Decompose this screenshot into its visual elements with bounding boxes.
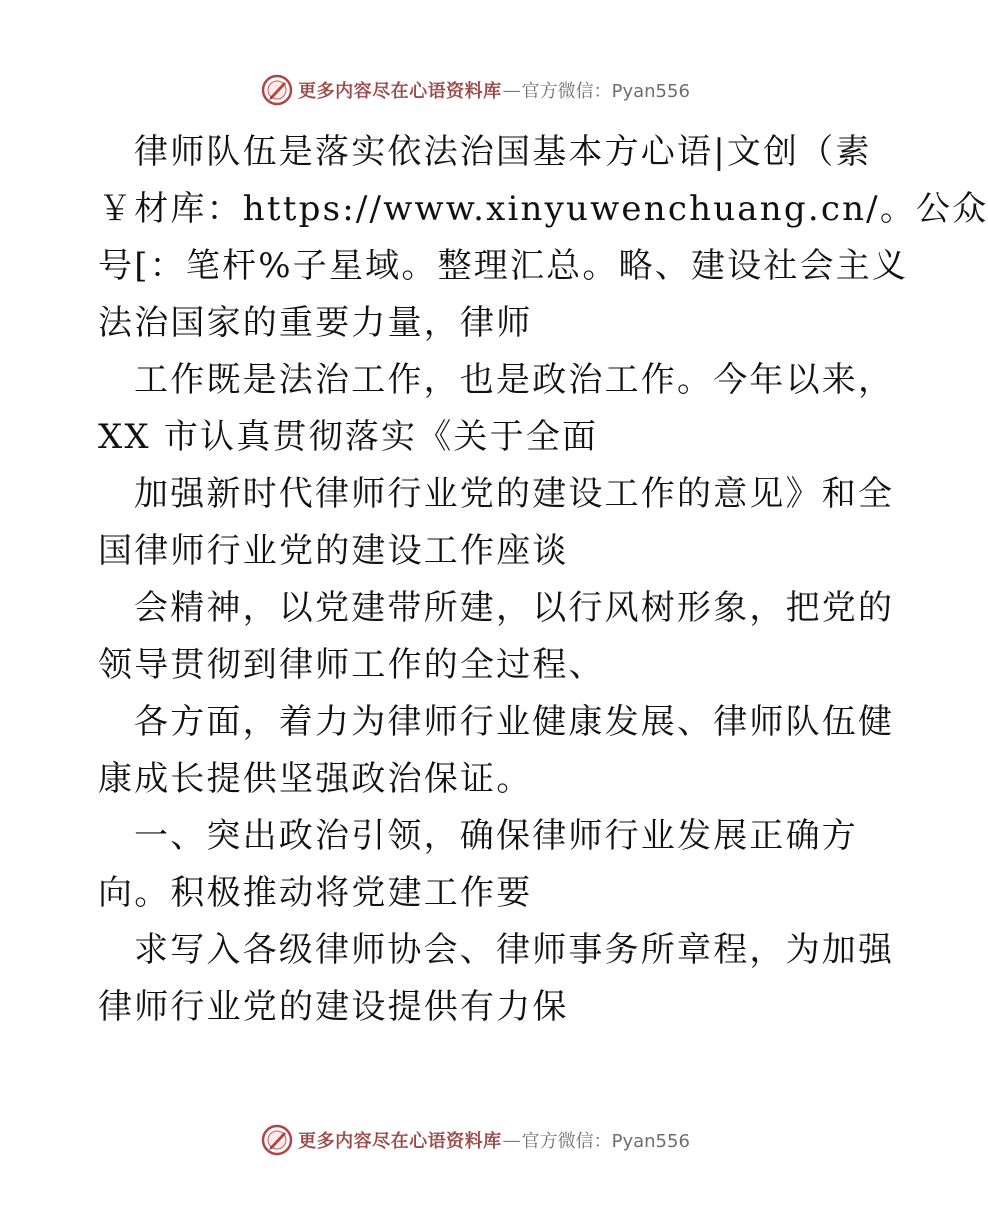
- brand-logo-icon: [260, 73, 294, 107]
- text-line: 向。积极推动将党建工作要: [98, 873, 533, 913]
- paragraph: [98, 808, 858, 922]
- text-line: 各方面，着力为律师行业健康发展、律师队伍健: [134, 702, 895, 742]
- text-line: 求写入各级律师协会、律师事务所章程，为加强: [134, 930, 895, 970]
- banner-separator: —: [502, 1129, 521, 1151]
- paragraph: [98, 922, 895, 1036]
- text-line: XX 市认真贯彻落实《关于全面: [98, 417, 599, 457]
- text-line: 领导贯彻到律师工作的全过程、: [98, 645, 605, 685]
- paragraph: [98, 694, 895, 808]
- document-body: [98, 124, 988, 1036]
- text-line: ￥材库：https://www.xinyuwenchuang.cn/。公众: [98, 189, 988, 229]
- text-line: 工作既是法治工作，也是政治工作。今年以来，: [134, 360, 895, 400]
- text-line: 律师队伍是落实依法治国基本方心语|文创（素: [134, 132, 872, 172]
- footer-banner: [0, 1122, 950, 1158]
- banner-slogan: 更多内容尽在心语资料库: [298, 1131, 502, 1152]
- text-line: 一、突出政治引领，确保律师行业发展正确方: [134, 816, 858, 856]
- text-line: 法治国家的重要力量，律师: [98, 303, 533, 343]
- text-line: 律师行业党的建设提供有力保: [98, 987, 569, 1027]
- banner-slogan: 更多内容尽在心语资料库: [298, 81, 502, 102]
- text-line: 康成长提供坚强政治保证。: [98, 759, 533, 799]
- text-line: 加强新时代律师行业党的建设工作的意见》和全: [134, 474, 895, 514]
- brand-logo-icon: [260, 1123, 294, 1157]
- header-banner: [0, 72, 950, 108]
- text-line: 会精神，以党建带所建，以行风树形象，把党的: [134, 588, 895, 628]
- banner-wechat: 官方微信：Pyan556: [521, 1131, 690, 1152]
- text-line: 国律师行业党的建设工作座谈: [98, 531, 569, 571]
- banner-wechat: 官方微信：Pyan556: [521, 81, 690, 102]
- text-line: 号[：笔杆%子星域。整理汇总。略、建设社会主义: [98, 246, 909, 286]
- banner-separator: —: [502, 79, 521, 101]
- paragraph: [98, 466, 895, 580]
- paragraph: [98, 580, 895, 694]
- paragraph: [98, 124, 988, 352]
- paragraph: [98, 352, 895, 466]
